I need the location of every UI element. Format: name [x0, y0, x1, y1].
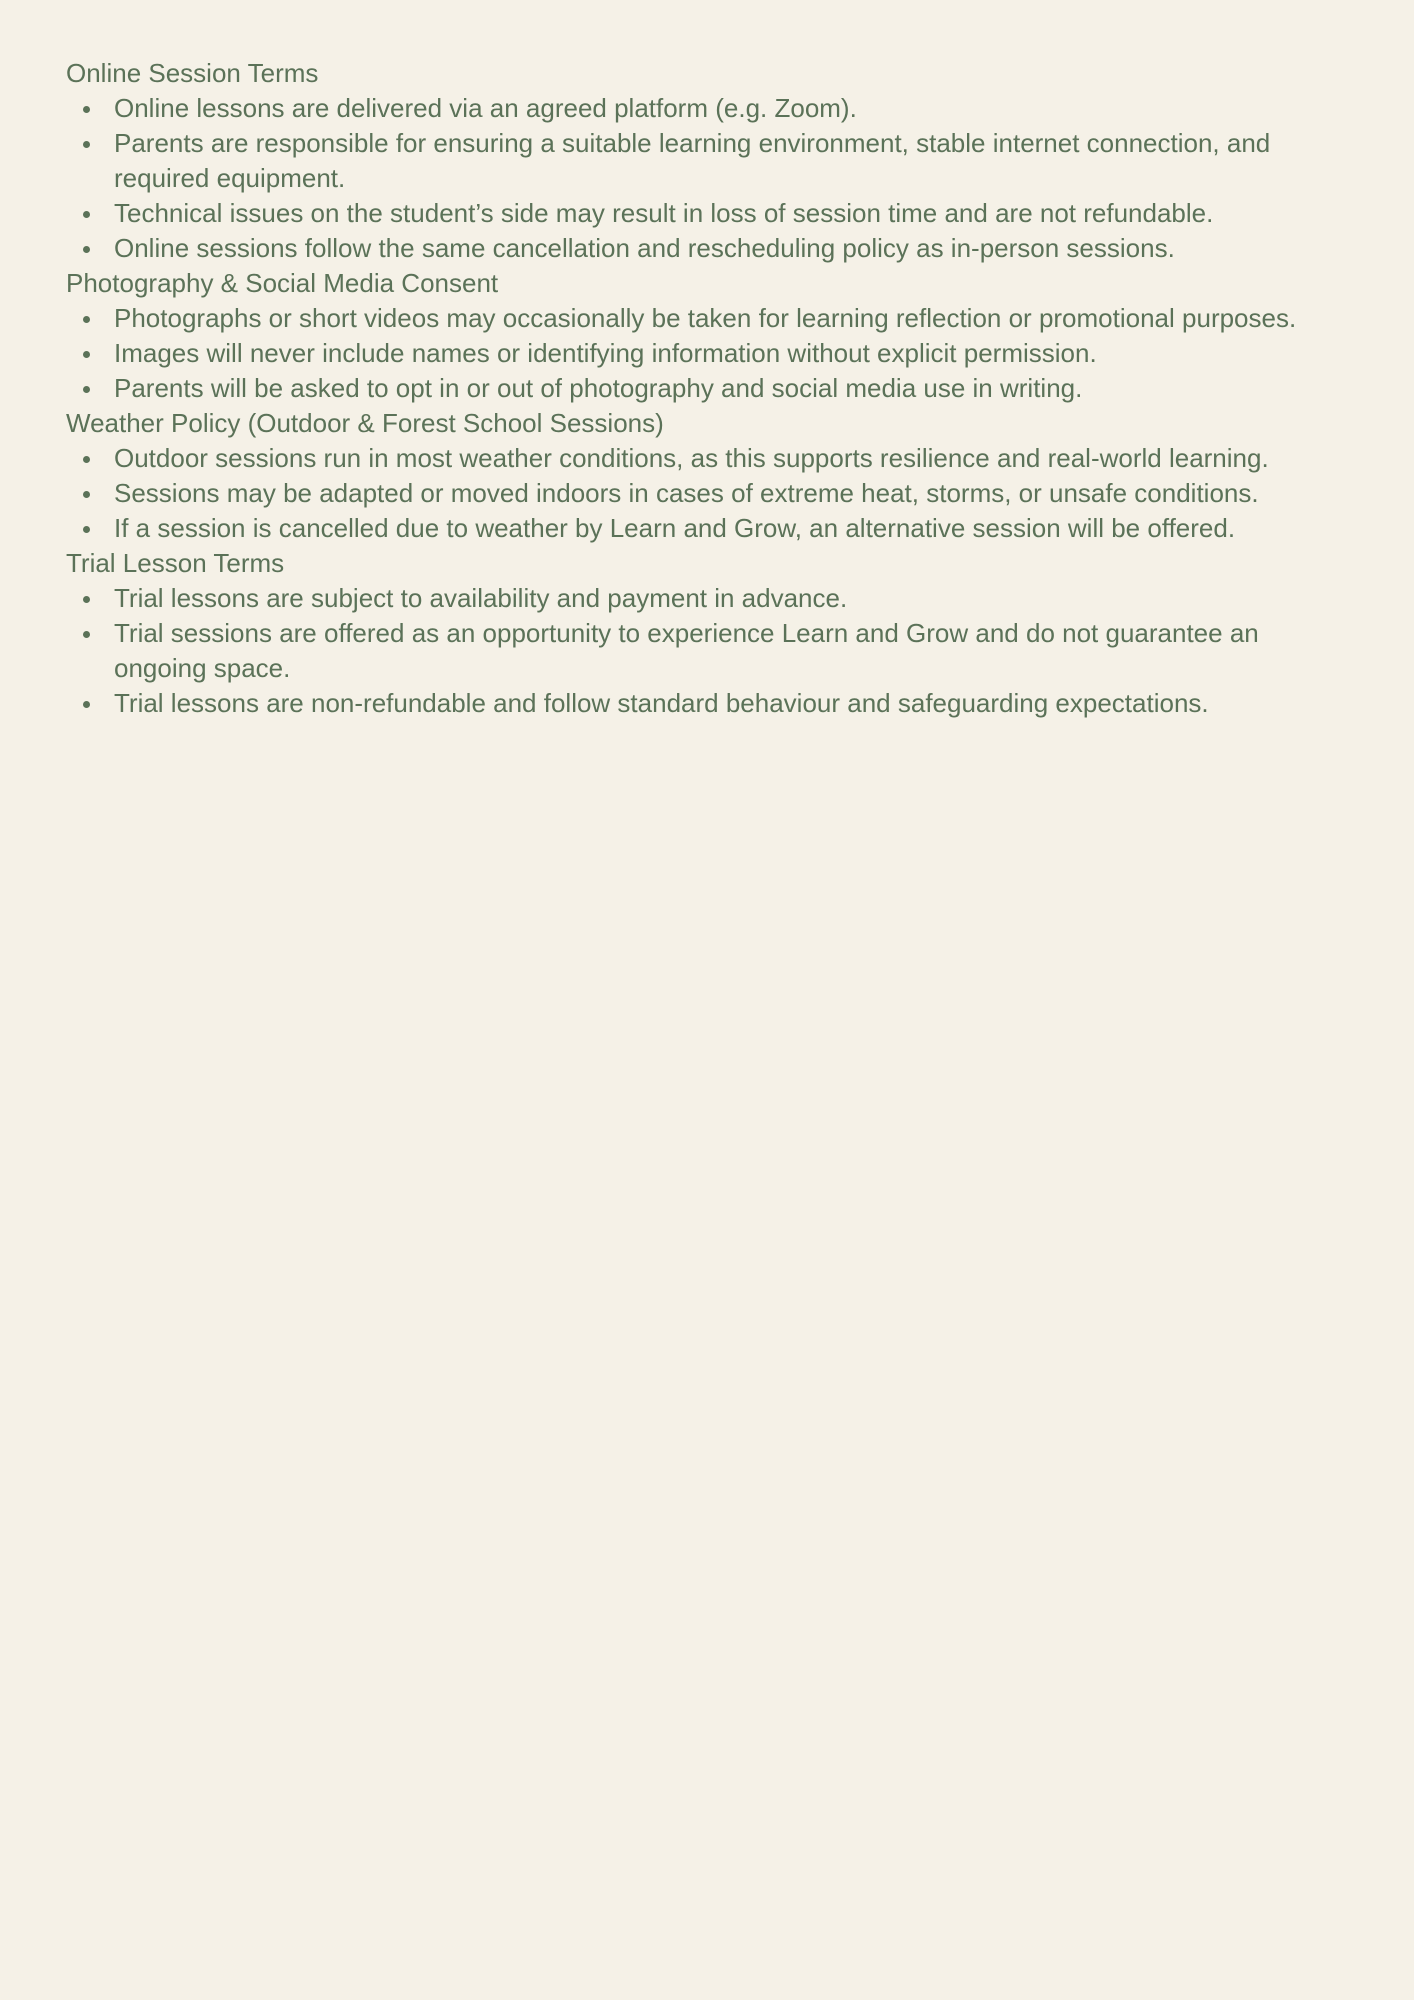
list-item: Trial lessons are subject to availability and payment in advance.	[114, 581, 1354, 616]
list-item: Online lessons are delivered via an agreed platform (e.g. Zoom).	[114, 91, 1354, 126]
list-item: Parents will be asked to opt in or out of photography and social media use in writing.	[114, 371, 1354, 406]
bullet-list	[66, 301, 1354, 406]
section-weather-policy	[66, 406, 1354, 546]
list-item: If a session is cancelled due to weather by Learn and Grow, an alternative session will be offered.	[114, 511, 1354, 546]
bullet-list	[66, 581, 1354, 721]
section-trial-lesson-terms	[66, 546, 1354, 721]
section-heading: Online Session Terms	[66, 58, 319, 88]
list-item: Outdoor sessions run in most weather conditions, as this supports resilience and real-world learning.	[114, 441, 1354, 476]
list-item: Images will never include names or identifying information without explicit permission.	[114, 336, 1354, 371]
section-photography-consent	[66, 266, 1354, 406]
list-item: Online sessions follow the same cancellation and rescheduling policy as in-person sessions.	[114, 231, 1354, 266]
section-online-session-terms	[66, 56, 1354, 266]
list-item: Photographs or short videos may occasionally be taken for learning reflection or promotional purposes.	[114, 301, 1354, 336]
section-heading: Photography & Social Media Consent	[66, 268, 499, 298]
list-item: Trial sessions are offered as an opportunity to experience Learn and Grow and do not guarantee an ongoing space.	[114, 616, 1354, 686]
list-item: Trial lessons are non-refundable and follow standard behaviour and safeguarding expectations.	[114, 686, 1354, 721]
list-item: Sessions may be adapted or moved indoors in cases of extreme heat, storms, or unsafe conditions.	[114, 476, 1354, 511]
list-item: Technical issues on the student’s side may result in loss of session time and are not refundable.	[114, 196, 1354, 231]
section-heading: Trial Lesson Terms	[66, 548, 285, 578]
bullet-list	[66, 441, 1354, 546]
bullet-list	[66, 91, 1354, 266]
list-item: Parents are responsible for ensuring a suitable learning environment, stable internet connection, and required equipment.	[114, 126, 1354, 196]
section-heading: Weather Policy (Outdoor & Forest School Sessions)	[66, 408, 664, 438]
